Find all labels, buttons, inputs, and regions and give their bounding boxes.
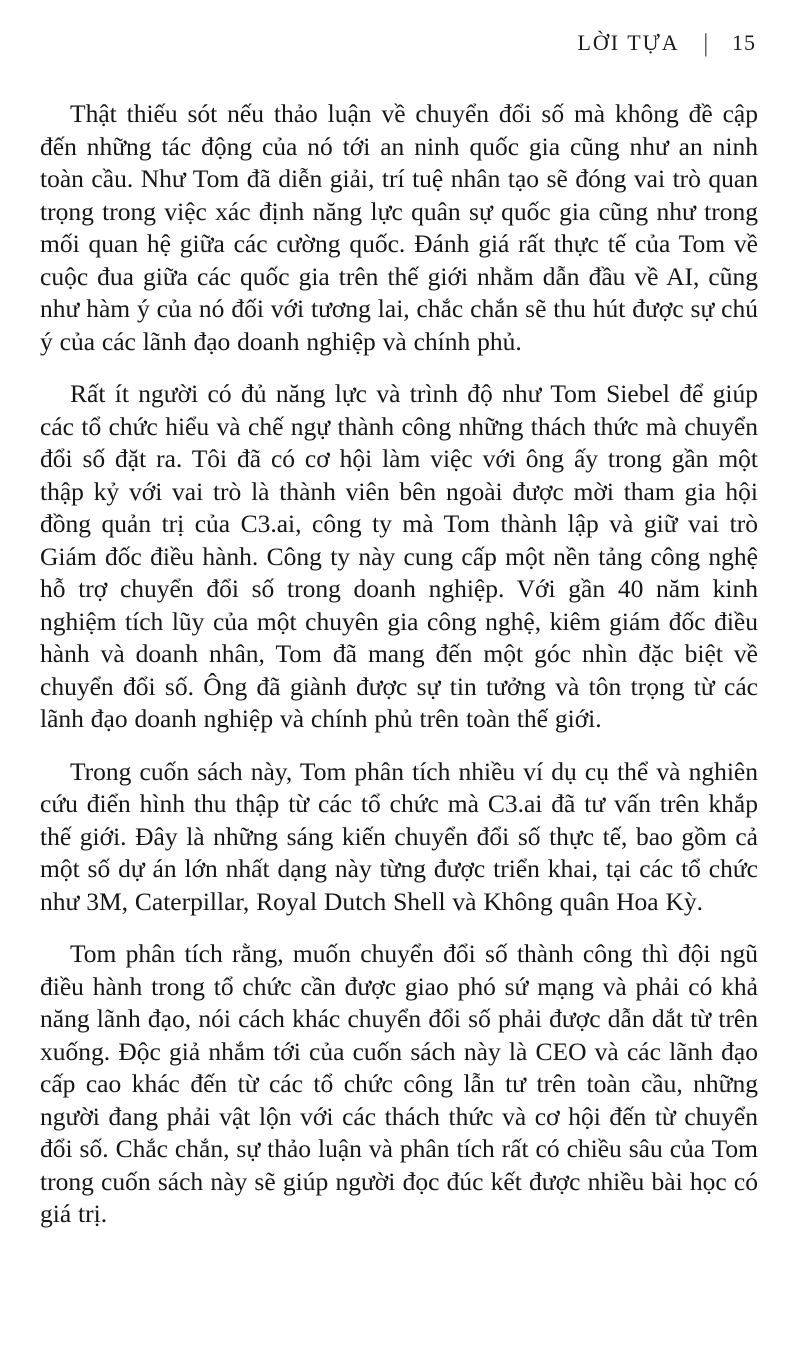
running-header [40, 30, 756, 56]
paragraph-2: Rất ít người có đủ năng lực và trình độ như Tom Siebel để giúp các tổ chức hiểu và chế ngự thành công những thách thức mà chuyển đổi số đặt ra. Tôi đã có cơ hội làm việc với ông ấy trong gần một thập kỷ với vai trò là thành viên bên ngoài được mời tham gia hội đồng quản trị của C3.ai, công ty mà Tom thành lập và giữ vai trò Giám đốc điều hành. Công ty này cung cấp một nền tảng công nghệ hỗ trợ chuyển đổi số trong doanh nghiệp. Với gần 40 năm kinh nghiệm tích lũy của một chuyên gia công nghệ, kiêm giám đốc điều hành và doanh nhân, Tom đã mang đến một góc nhìn đặc biệt về chuyển đổi số. Ông đã giành được sự tin tưởng và tôn trọng từ các lãnh đạo doanh nghiệp và chính phủ trên toàn thế giới. [40, 379, 758, 733]
page-number: 15 [732, 30, 756, 55]
body-text [40, 98, 758, 1251]
header-section-title: LỜI TỰA [577, 30, 680, 55]
paragraph-4: Tom phân tích rằng, muốn chuyển đổi số thành công thì đội ngũ điều hành trong tổ chức cần được giao phó sứ mạng và phải có khả năng lãnh đạo, nói cách khác chuyển đổi số phải được dẫn dắt từ trên xuống. Độc giả nhắm tới của cuốn sách này là CEO và các lãnh đạo cấp cao khác đến từ các tổ chức công lẫn tư trên toàn cầu, những người đang phải vật lộn với các thách thức và cơ hội đến từ chuyển đổi số. Chắc chắn, sự thảo luận và phân tích rất có chiều sâu của Tom trong cuốn sách này sẽ giúp người đọc đúc kết được nhiều bài học có giá trị. [40, 939, 758, 1228]
paragraph-3: Trong cuốn sách này, Tom phân tích nhiều ví dụ cụ thể và nghiên cứu điển hình thu thập từ các tổ chức mà C3.ai đã tư vấn trên khắp thế giới. Đây là những sáng kiến chuyển đổi số thực tế, bao gồm cả một số dự án lớn nhất dạng này từng được triển khai, tại các tổ chức như 3M, Caterpillar, Royal Dutch Shell và Không quân Hoa Kỳ. [40, 756, 758, 916]
header-separator: | [703, 28, 708, 57]
paragraph-1: Thật thiếu sót nếu thảo luận về chuyển đổi số mà không đề cập đến những tác động của nó tới an ninh quốc gia cũng như an ninh toàn cầu. Như Tom đã diễn giải, trí tuệ nhân tạo sẽ đóng vai trò quan trọng trong việc xác định năng lực quân sự quốc gia cũng như trong mối quan hệ giữa các cường quốc. Đánh giá rất thực tế của Tom về cuộc đua giữa các quốc gia trên thế giới nhằm dẫn đầu về AI, cũng như hàm ý của nó đối với tương lai, chắc chắn sẽ thu hút được sự chú ý của các lãnh đạo doanh nghiệp và chính phủ. [40, 99, 758, 356]
